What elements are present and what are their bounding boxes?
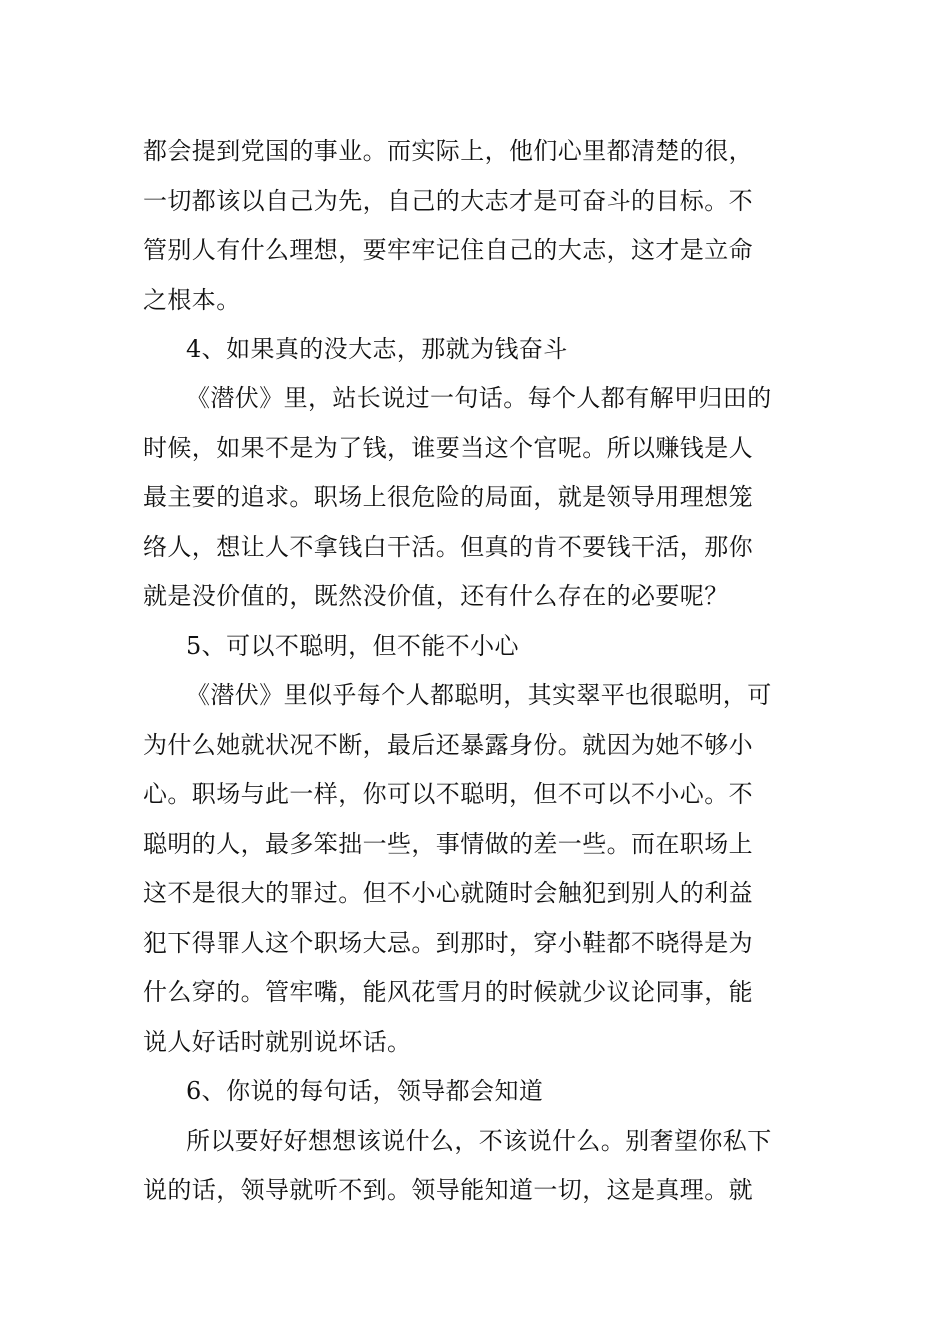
text-line: 就是没价值的，既然没价值，还有什么存在的必要呢？ bbox=[143, 582, 729, 610]
text-line: 聪明的人，最多笨拙一些，事情做的差一些。而在职场上 bbox=[143, 830, 753, 858]
text-line: 说人好话时就别说坏话。 bbox=[143, 1028, 412, 1056]
text-line: 说的话，领导就听不到。领导能知道一切，这是真理。就 bbox=[143, 1176, 753, 1204]
text-line: 犯下得罪人这个职场大忌。到那时，穿小鞋都不晓得是为 bbox=[143, 929, 753, 957]
text-line: 络人，想让人不拿钱白干活。但真的肯不要钱干活，那你 bbox=[143, 533, 753, 561]
section-heading: 6、你说的每句话，领导都会知道 bbox=[186, 1077, 544, 1105]
text-line: 心。职场与此一样，你可以不聪明，但不可以不小心。不 bbox=[143, 780, 753, 808]
text-line: 一切都该以自己为先，自己的大志才是可奋斗的目标。不 bbox=[143, 187, 753, 215]
text-line: 管别人有什么理想，要牢牢记住自己的大志，这才是立命 bbox=[143, 236, 753, 264]
section-heading: 5、可以不聪明，但不能不小心 bbox=[186, 632, 519, 660]
text-line: 所以要好好想想该说什么，不该说什么。别奢望你私下 bbox=[186, 1127, 772, 1155]
text-line: 都会提到党国的事业。而实际上，他们心里都清楚的很， bbox=[143, 137, 753, 165]
section-heading: 4、如果真的没大志，那就为钱奋斗 bbox=[186, 335, 568, 363]
text-line: 之根本。 bbox=[143, 286, 241, 314]
text-line: 什么穿的。管牢嘴，能风花雪月的时候就少议论同事，能 bbox=[143, 978, 753, 1006]
text-line: 为什么她就状况不断，最后还暴露身份。就因为她不够小 bbox=[143, 731, 753, 759]
text-line: 这不是很大的罪过。但不小心就随时会触犯到别人的利益 bbox=[143, 879, 753, 907]
text-line: 《潜伏》里似乎每个人都聪明，其实翠平也很聪明，可 bbox=[186, 681, 772, 709]
text-line: 最主要的追求。职场上很危险的局面，就是领导用理想笼 bbox=[143, 483, 753, 511]
text-line: 《潜伏》里，站长说过一句话。每个人都有解甲归田的 bbox=[186, 384, 772, 412]
text-line: 时候，如果不是为了钱，谁要当这个官呢。所以赚钱是人 bbox=[143, 434, 753, 462]
